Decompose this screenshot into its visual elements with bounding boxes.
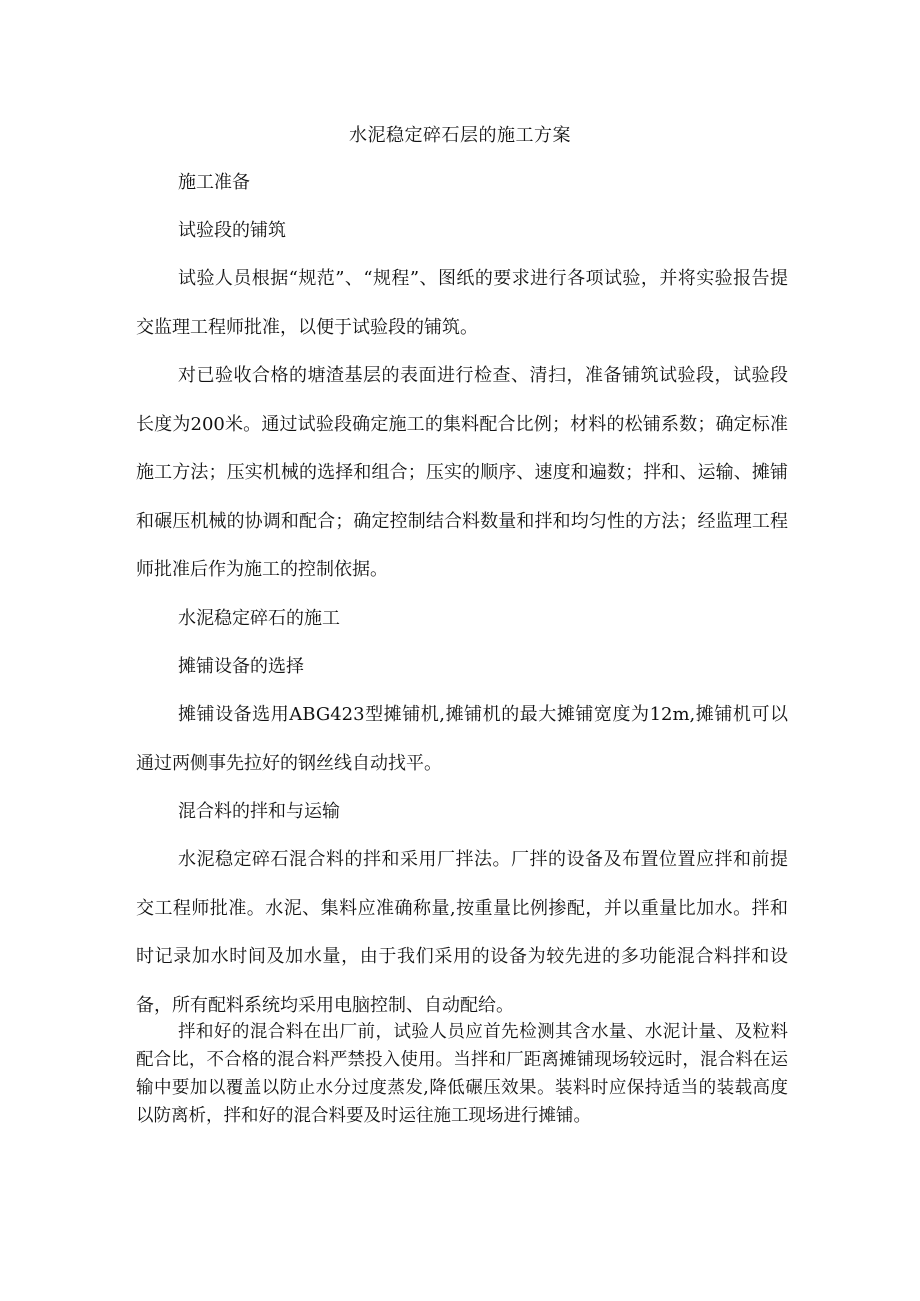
paragraph-trial-tests: 试验人员根据“规范”、“规程”、图纸的要求进行各项试验，并将实验报告提交监理工程师批准，以便于试验段的铺筑。	[136, 268, 788, 338]
heading-mixing-transport: 混合料的拌和与运输	[178, 801, 340, 822]
paragraph-transport: 拌和好的混合料在出厂前，试验人员应首先检测其含水量、水泥计量、及粒料配合比，不合格的混合料严禁投入使用。当拌和厂距离摊铺现场较远时，混合料在运输中要加以覆盖以防止水分过度蒸发,降低碾压效果。装料时应保持适当的装载高度以防离析，拌和好的混合料要及时运往施工现场进行摊铺。	[136, 1022, 788, 1126]
paragraph-trial-details: 对已验收合格的塘渣基层的表面进行检查、清扫，准备铺筑试验段，试验段长度为200米。通过试验段确定施工的集料配合比例；材料的松铺系数；确定标准施工方法；压实机械的选择和组合；压实的顺序、速度和遍数；拌和、运输、摊铺和碾压机械的协调和配合；确定控制结合料数量和拌和均匀性的方法；经监理工程师批准后作为施工的控制依据。	[136, 365, 788, 580]
heading-equipment-selection: 摊铺设备的选择	[178, 656, 304, 677]
paragraph-equipment: 摊铺设备选用ABG423型摊铺机,摊铺机的最大摊铺宽度为12m,摊铺机可以通过两侧事先拉好的钢丝线自动找平。	[136, 704, 788, 774]
document-title: 水泥稳定碎石层的施工方案	[349, 125, 571, 146]
paragraph-mixing: 水泥稳定碎石混合料的拌和采用厂拌法。厂拌的设备及布置位置应拌和前提交工程师批准。水泥、集料应准确称量,按重量比例掺配，并以重量比加水。拌和时记录加水时间及加水量，由于我们采用的设备为较先进的多功能混合料拌和设备，所有配料系统均采用电脑控制、自动配给。	[136, 849, 788, 1016]
heading-construction-prep: 施工准备	[178, 172, 250, 193]
heading-cement-gravel-construction: 水泥稳定碎石的施工	[178, 608, 340, 629]
heading-trial-section: 试验段的铺筑	[178, 220, 286, 241]
